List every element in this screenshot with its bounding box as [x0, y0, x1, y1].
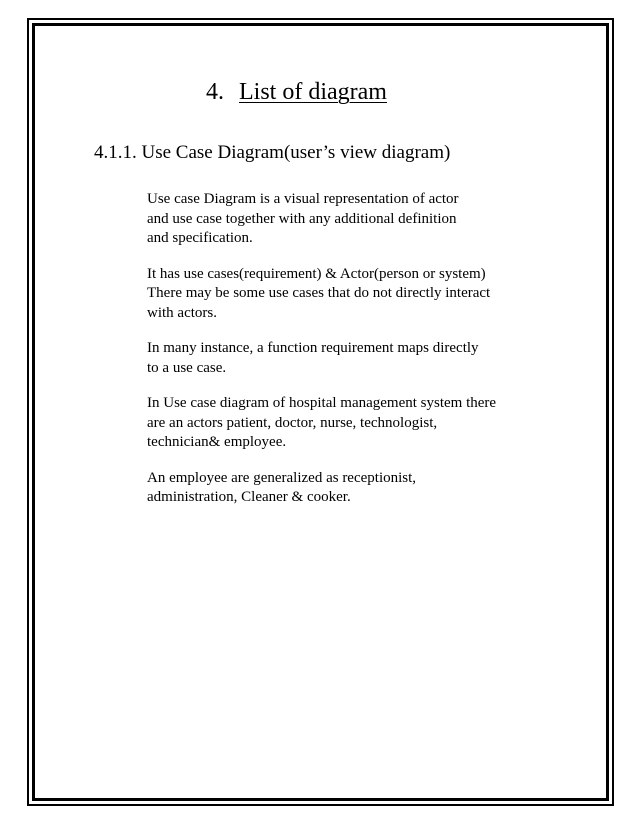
text-line: to a use case. — [147, 359, 227, 376]
text-line: with actors. — [147, 304, 217, 321]
text-line: administration, Cleaner & cooker. — [147, 489, 351, 505]
section-number: 4. — [206, 79, 224, 105]
paragraph-requirements — [147, 339, 587, 378]
text-line: It has use cases(requirement) & Actor(person or system) — [147, 265, 486, 282]
section-title: List of diagram — [239, 79, 387, 105]
paragraph-definition — [147, 190, 587, 249]
paragraph-components — [147, 265, 587, 324]
body-text — [147, 190, 587, 524]
text-line: In many instance, a function requirement maps directly — [147, 340, 479, 356]
text-line: There may be some use cases that do not directly interact — [147, 285, 491, 301]
text-line: In Use case diagram of hospital management system there — [147, 395, 497, 411]
text-line: and use case together with any additional definition — [147, 210, 457, 227]
section-heading — [206, 76, 387, 108]
text-line: are an actors patient, doctor, nurse, technologist, — [147, 414, 438, 431]
text-line: Use case Diagram is a visual representation of actor — [147, 191, 459, 207]
subsection-heading: 4.1.1. Use Case Diagram(user’s view diagram) — [94, 142, 451, 163]
text-line: An employee are generalized as receptionist, — [147, 469, 417, 486]
paragraph-generalization — [147, 469, 587, 508]
text-line: and specification. — [147, 230, 253, 246]
paragraph-actors — [147, 394, 587, 453]
text-line: technician& employee. — [147, 434, 287, 450]
